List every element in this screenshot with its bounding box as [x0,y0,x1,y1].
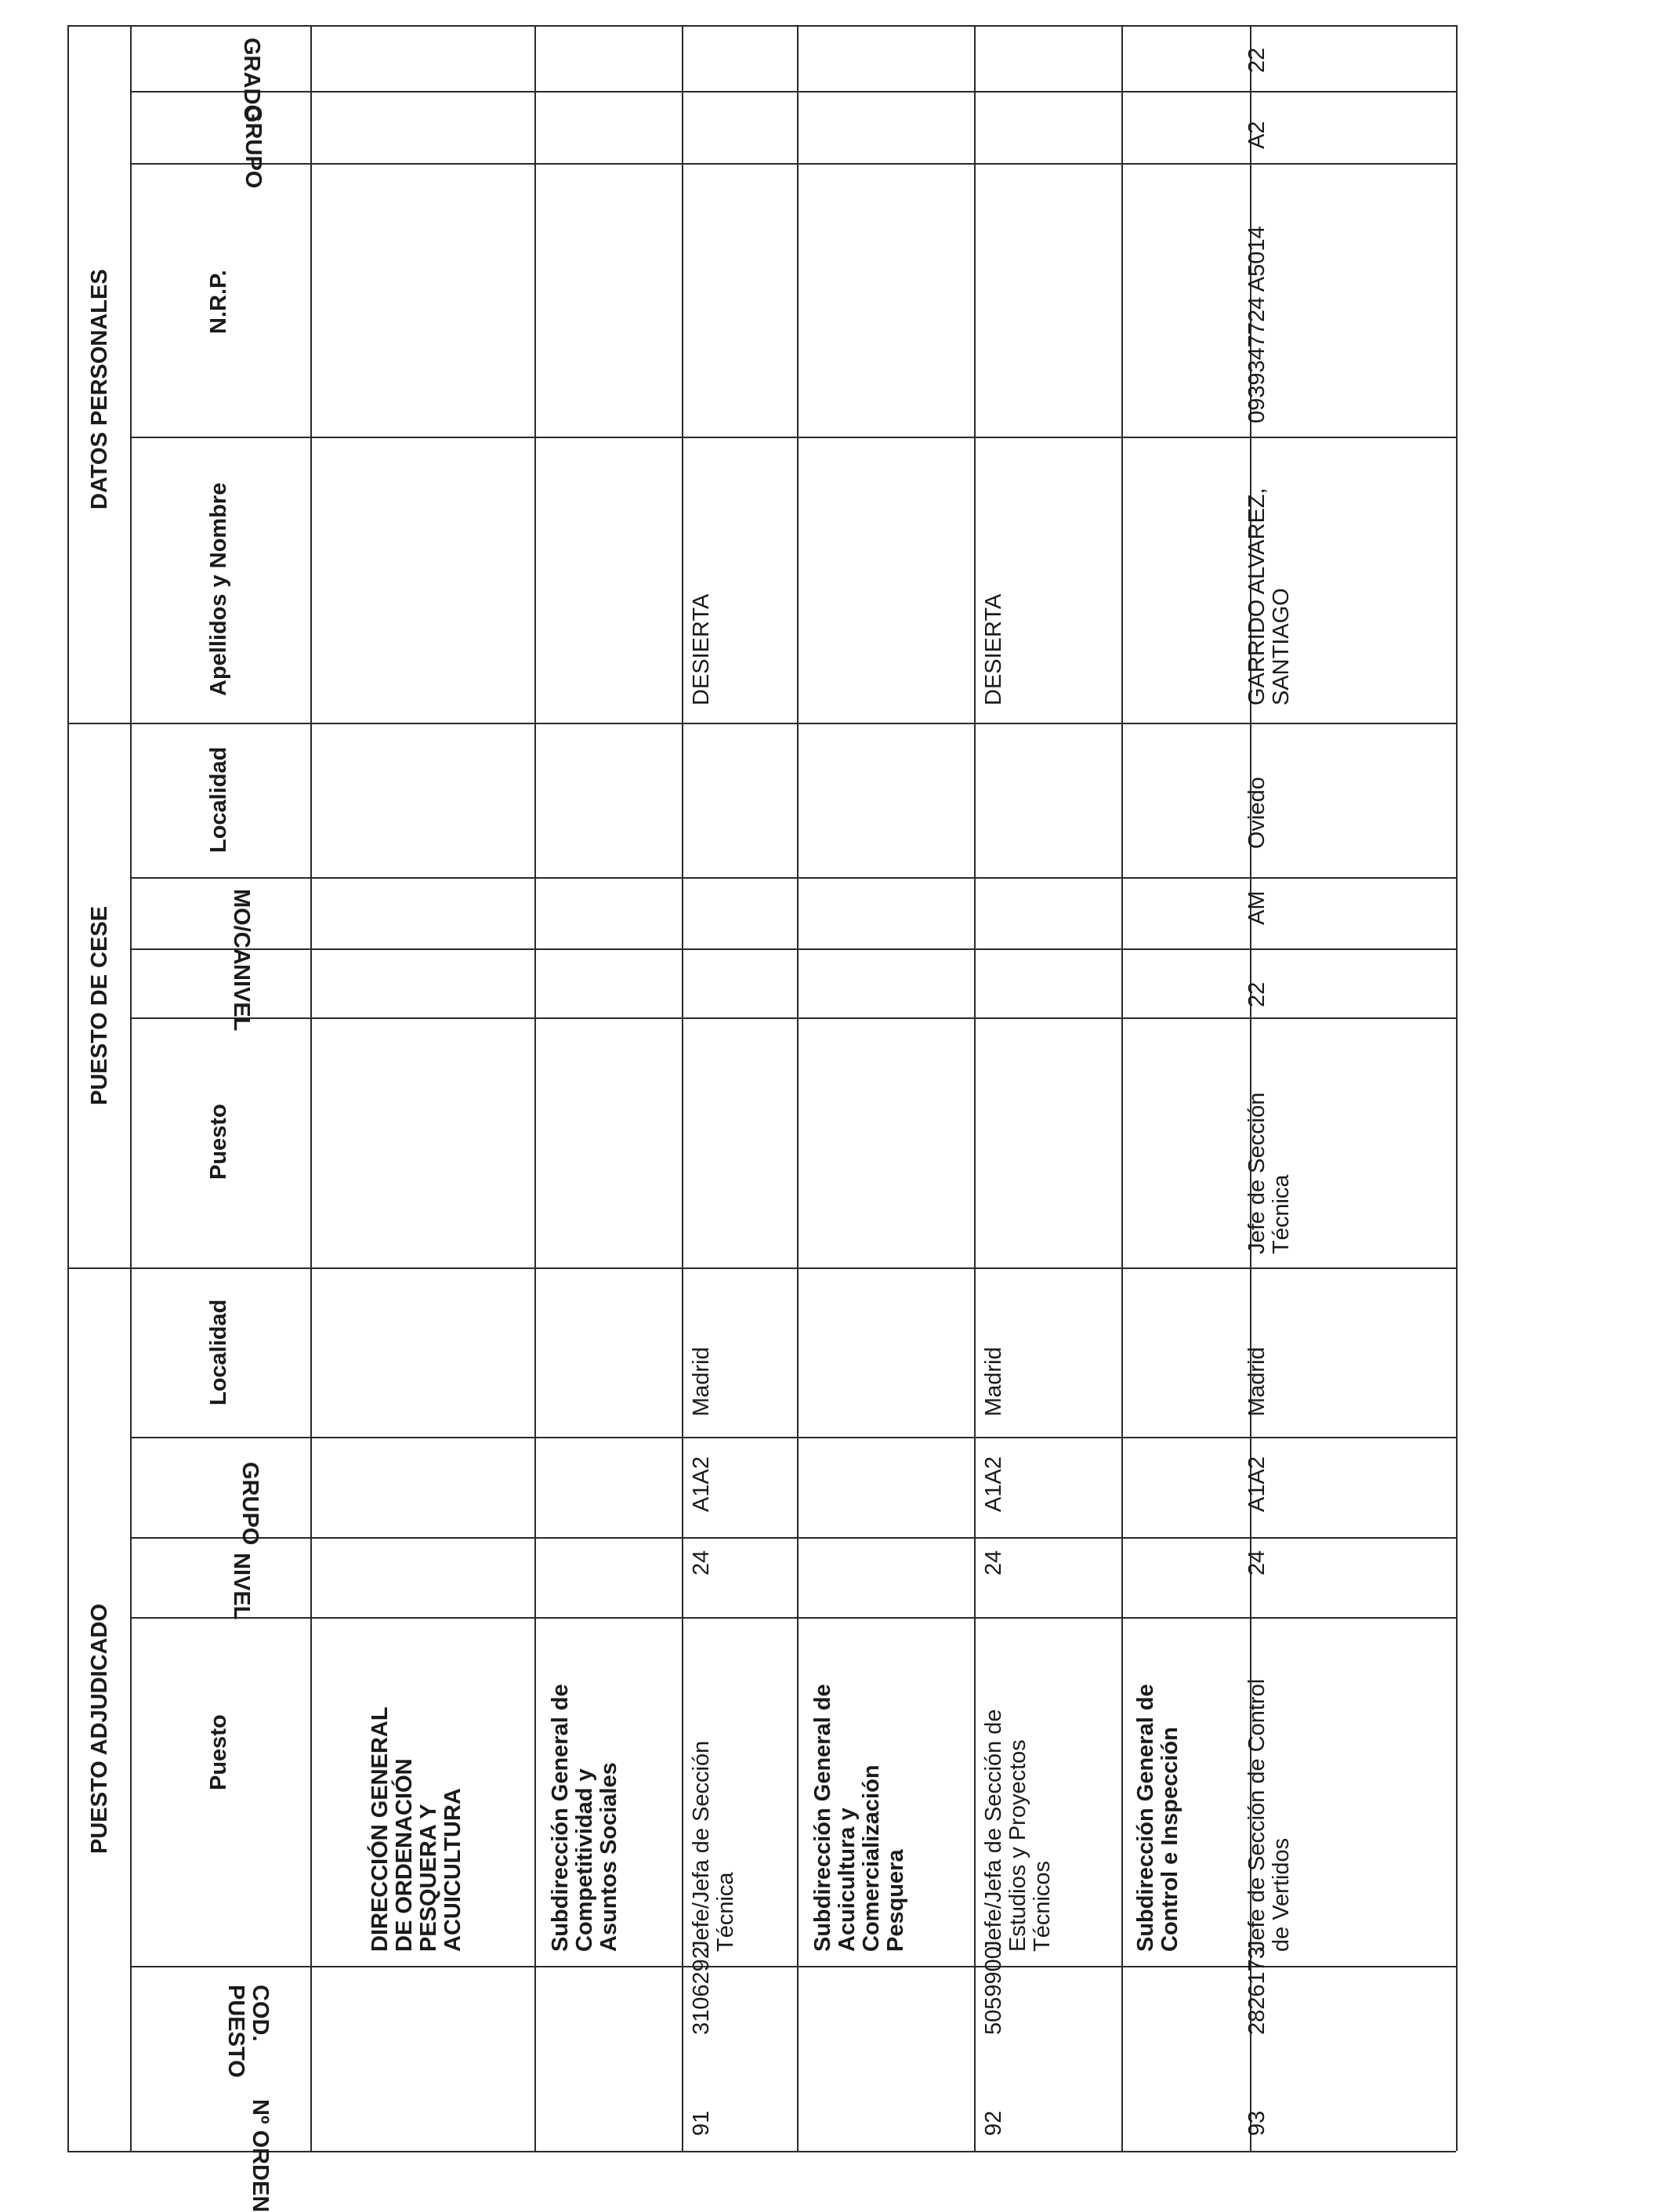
row-93-puesto: Jefe de Sección de Control de Vertidos [1244,1678,1294,1952]
column-header-dp-grupo: GRUPO [241,105,266,189]
row-93-localidad: Madrid [1244,1347,1269,1416]
column-header-cod-puesto: COD. PUESTO [223,1985,273,2078]
row-91-apellidos-nombre: DESIERTA [689,593,714,705]
column-header-apellidos-nombre: Apellidos y Nombre [206,482,231,696]
section-subdireccion-acuicultura: Subdirección General de Acuicultura y Comercialización Pesquera [810,1684,908,1952]
grid-line [310,25,312,2151]
grid-line [67,25,1456,27]
column-header-nrp: N.R.P. [206,270,231,334]
row-93-orden: 93 [1244,2110,1269,2136]
column-header-dp-grado: GRADO [239,38,264,122]
row-93-nrp: 0939347724 A5014 [1244,226,1269,423]
row-93-cese-nivel: 22 [1244,981,1269,1007]
column-header-cese-mo-ca: MO/CA [229,889,254,965]
row-93-cese-localidad: Oviedo [1244,777,1269,849]
row-93-nivel: 24 [1244,1550,1269,1576]
group-header-puesto-adjudicado: PUESTO ADJUDICADO [87,1603,112,1854]
grid-line [130,437,1456,438]
column-header-grupo: GRUPO [237,1462,263,1546]
row-92-apellidos-nombre: DESIERTA [981,593,1006,705]
grid-line [130,1017,1456,1019]
row-93-dp-grupo: A2 [1244,121,1269,149]
grid-line [797,25,799,2151]
grid-line [534,25,536,2151]
section-subdireccion-competitividad: Subdirección General de Competitividad y Asuntos Sociales [548,1684,621,1952]
row-91-localidad: Madrid [689,1347,714,1416]
column-header-n-orden: Nº ORDEN [248,2099,273,2212]
grid-line [130,948,1456,950]
group-header-puesto-de-cese: PUESTO DE CESE [87,905,112,1105]
row-93-apellidos-nombre: GARRIDO ALVAREZ, SANTIAGO [1244,488,1294,705]
grid-line [682,25,683,2151]
row-92-grupo: A1A2 [981,1456,1006,1512]
column-header-puesto: Puesto [206,1714,231,1790]
row-93-grupo: A1A2 [1244,1456,1269,1512]
grid-line [130,25,132,2151]
row-91-nivel: 24 [689,1550,714,1576]
grid-line [130,877,1456,879]
grid-line [130,1437,1456,1438]
row-93-cese-puesto: Jefe de Sección Técnica [1244,1092,1294,1254]
column-header-localidad: Localidad [206,1299,231,1405]
row-91-grupo: A1A2 [689,1456,714,1512]
row-93-cese-mo-ca: AM [1244,890,1269,925]
grid-line [130,1267,1456,1269]
row-92-orden: 92 [981,2110,1006,2136]
group-header-datos-personales: DATOS PERSONALES [87,269,112,509]
row-92-localidad: Madrid [981,1347,1006,1416]
grid-line [130,91,1456,92]
grid-line [1121,25,1123,2151]
column-header-cese-puesto: Puesto [206,1104,231,1180]
grid-line [130,163,1456,165]
section-subdireccion-control: Subdirección General de Control e Inspección [1133,1684,1182,1952]
grid-line [1456,25,1458,2151]
row-93-cod-puesto: 2826173 [1244,1946,1269,2035]
row-91-orden: 91 [689,2110,714,2136]
grid-line [130,1617,1456,1619]
grid-line [67,25,69,2151]
grid-line [67,2151,1456,2152]
row-93-dp-grado: 22 [1244,47,1269,73]
column-header-cese-localidad: Localidad [206,746,231,853]
grid-line [130,1537,1456,1539]
column-header-cese-nivel: NIVEL [229,964,254,1032]
row-92-puesto: Jefe/Jefa de Sección de Estudios y Proyectos Técnicos [981,1709,1055,1952]
row-91-puesto: Jefe/Jefa de Sección Técnica [689,1740,738,1952]
row-91-cod-puesto: 3106292 [689,1946,714,2035]
row-92-nivel: 24 [981,1550,1006,1576]
column-header-nivel: NIVEL [229,1553,254,1620]
row-92-cod-puesto: 5059900 [981,1946,1006,2035]
grid-line [130,723,1456,724]
section-direccion-general: DIRECCIÓN GENERAL DE ORDENACIÓN PESQUERA Y ACUICULTURA [368,1706,465,1952]
grid-line [974,25,976,2151]
